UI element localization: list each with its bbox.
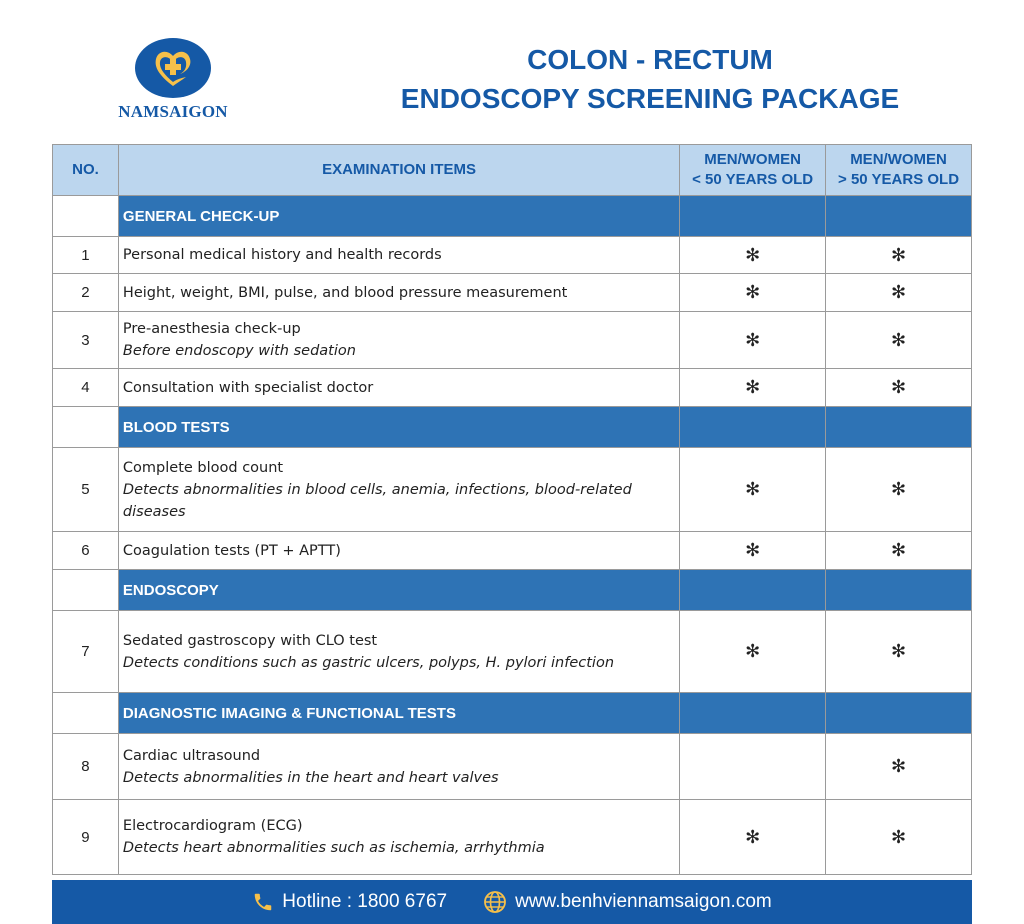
table-row bbox=[53, 369, 972, 407]
item-title: Coagulation tests (PT + APTT) bbox=[122, 542, 341, 559]
under50-mark bbox=[680, 448, 826, 532]
footer-bar bbox=[52, 880, 972, 924]
brand-name: NAMSAIGON bbox=[118, 102, 228, 121]
table-header-row bbox=[53, 145, 972, 196]
page-title-line2: ENDOSCOPY SCREENING PACKAGE bbox=[400, 83, 900, 114]
section-cell bbox=[826, 407, 972, 448]
hotline[interactable] bbox=[252, 891, 447, 913]
row-item bbox=[118, 312, 679, 369]
table-row bbox=[53, 611, 972, 693]
row-number: 1 bbox=[53, 237, 119, 274]
section-label: DIAGNOSTIC IMAGING & FUNCTIONAL TESTS bbox=[118, 693, 679, 734]
table-row bbox=[53, 274, 972, 312]
table-row bbox=[53, 237, 972, 274]
asterisk-icon: ✻ bbox=[745, 479, 761, 499]
asterisk-icon: ✻ bbox=[745, 329, 761, 350]
under50-mark bbox=[680, 369, 826, 407]
table-row bbox=[53, 734, 972, 800]
section-row bbox=[53, 196, 972, 237]
item-title: Complete blood count bbox=[122, 459, 284, 476]
item-title: Electrocardiogram (ECG) bbox=[122, 818, 303, 834]
asterisk-icon: ✻ bbox=[890, 479, 907, 499]
section-cell bbox=[680, 570, 826, 611]
asterisk-icon: ✻ bbox=[890, 244, 907, 265]
globe-icon bbox=[483, 890, 507, 914]
asterisk-icon: ✻ bbox=[745, 282, 761, 302]
examination-table bbox=[52, 144, 972, 875]
asterisk-icon: ✻ bbox=[745, 826, 761, 847]
asterisk-icon: ✻ bbox=[745, 540, 761, 560]
header-under50-line2: < 50 YEARS OLD bbox=[692, 171, 814, 188]
over50-mark bbox=[826, 237, 972, 274]
header-over50-line2: > 50 YEARS OLD bbox=[838, 171, 960, 188]
item-description: Detects abnormalities in blood cells, anemia, infections, blood-related diseases bbox=[122, 481, 632, 520]
item-description: Before endoscopy with sedation bbox=[122, 343, 356, 359]
row-number: 7 bbox=[53, 611, 119, 693]
row-number: 9 bbox=[53, 800, 119, 875]
row-item bbox=[118, 448, 679, 532]
table-row bbox=[53, 800, 972, 875]
over50-mark bbox=[826, 800, 972, 875]
header-under50 bbox=[680, 145, 826, 196]
header-over50-line1: MEN/WOMEN bbox=[850, 151, 947, 168]
row-number: 8 bbox=[53, 734, 119, 800]
item-title: Personal medical history and health records bbox=[122, 247, 442, 263]
over50-mark bbox=[826, 532, 972, 570]
website[interactable] bbox=[483, 890, 772, 914]
section-cell bbox=[680, 196, 826, 237]
under50-mark bbox=[680, 274, 826, 312]
under50-mark bbox=[680, 312, 826, 369]
row-number: 4 bbox=[53, 369, 119, 407]
row-item bbox=[118, 800, 679, 875]
item-description: Detects heart abnormalities such as ischemia, arrhythmia bbox=[122, 840, 545, 856]
item-description: Detects conditions such as gastric ulcers, polyps, H. pylori infection bbox=[122, 654, 615, 671]
under50-mark bbox=[680, 611, 826, 693]
under50-mark bbox=[680, 532, 826, 570]
under50-mark bbox=[680, 237, 826, 274]
over50-mark bbox=[826, 369, 972, 407]
website-link[interactable]: www.benhviennamsaigon.com bbox=[515, 891, 772, 912]
row-item bbox=[118, 734, 679, 800]
item-title: Consultation with specialist doctor bbox=[122, 379, 374, 396]
asterisk-icon: ✻ bbox=[890, 282, 907, 302]
asterisk-icon: ✻ bbox=[745, 244, 761, 265]
section-label: ENDOSCOPY bbox=[118, 570, 679, 611]
row-item bbox=[118, 237, 679, 274]
over50-mark bbox=[826, 448, 972, 532]
page-title-line1: COLON - RECTUM bbox=[527, 44, 773, 75]
asterisk-icon: ✻ bbox=[890, 377, 907, 397]
item-description: Detects abnormalities in the heart and heart valves bbox=[122, 769, 499, 786]
asterisk-icon: ✻ bbox=[745, 377, 761, 397]
section-row bbox=[53, 407, 972, 448]
table-row bbox=[53, 448, 972, 532]
asterisk-icon: ✻ bbox=[890, 826, 907, 847]
table-row bbox=[53, 532, 972, 570]
item-title: Height, weight, BMI, pulse, and blood pressure measurement bbox=[122, 284, 568, 301]
item-title: Pre-anesthesia check-up bbox=[122, 321, 301, 337]
row-item bbox=[118, 274, 679, 312]
row-item bbox=[118, 611, 679, 693]
row-number: 5 bbox=[53, 448, 119, 532]
section-cell bbox=[826, 693, 972, 734]
under50-mark bbox=[680, 734, 826, 800]
item-title: Sedated gastroscopy with CLO test bbox=[122, 632, 378, 649]
asterisk-icon: ✻ bbox=[745, 641, 761, 661]
asterisk-icon: ✻ bbox=[890, 540, 907, 560]
row-number: 6 bbox=[53, 532, 119, 570]
section-no-cell bbox=[53, 693, 119, 734]
section-no-cell bbox=[53, 570, 119, 611]
section-label: GENERAL CHECK-UP bbox=[118, 196, 679, 237]
over50-mark bbox=[826, 312, 972, 369]
over50-mark bbox=[826, 734, 972, 800]
section-row bbox=[53, 693, 972, 734]
section-no-cell bbox=[53, 407, 119, 448]
asterisk-icon: ✻ bbox=[890, 641, 907, 661]
row-item bbox=[118, 369, 679, 407]
header-items: EXAMINATION ITEMS bbox=[118, 145, 679, 196]
section-cell bbox=[680, 693, 826, 734]
section-cell bbox=[826, 570, 972, 611]
header-over50 bbox=[826, 145, 972, 196]
row-item bbox=[118, 532, 679, 570]
table-row bbox=[53, 312, 972, 369]
section-label: BLOOD TESTS bbox=[118, 407, 679, 448]
section-row bbox=[53, 570, 972, 611]
brand-logo bbox=[118, 38, 228, 128]
asterisk-icon: ✻ bbox=[890, 329, 907, 350]
row-number: 3 bbox=[53, 312, 119, 369]
item-title: Cardiac ultrasound bbox=[122, 747, 261, 764]
heart-cross-icon bbox=[150, 44, 196, 90]
row-number: 2 bbox=[53, 274, 119, 312]
header-under50-line1: MEN/WOMEN bbox=[704, 151, 801, 168]
section-cell bbox=[826, 196, 972, 237]
phone-icon bbox=[252, 891, 274, 913]
under50-mark bbox=[680, 800, 826, 875]
asterisk-icon: ✻ bbox=[890, 756, 907, 776]
over50-mark bbox=[826, 611, 972, 693]
header-no: NO. bbox=[53, 145, 119, 196]
over50-mark bbox=[826, 274, 972, 312]
section-no-cell bbox=[53, 196, 119, 237]
hotline-text: Hotline : 1800 6767 bbox=[282, 891, 448, 912]
section-cell bbox=[680, 407, 826, 448]
